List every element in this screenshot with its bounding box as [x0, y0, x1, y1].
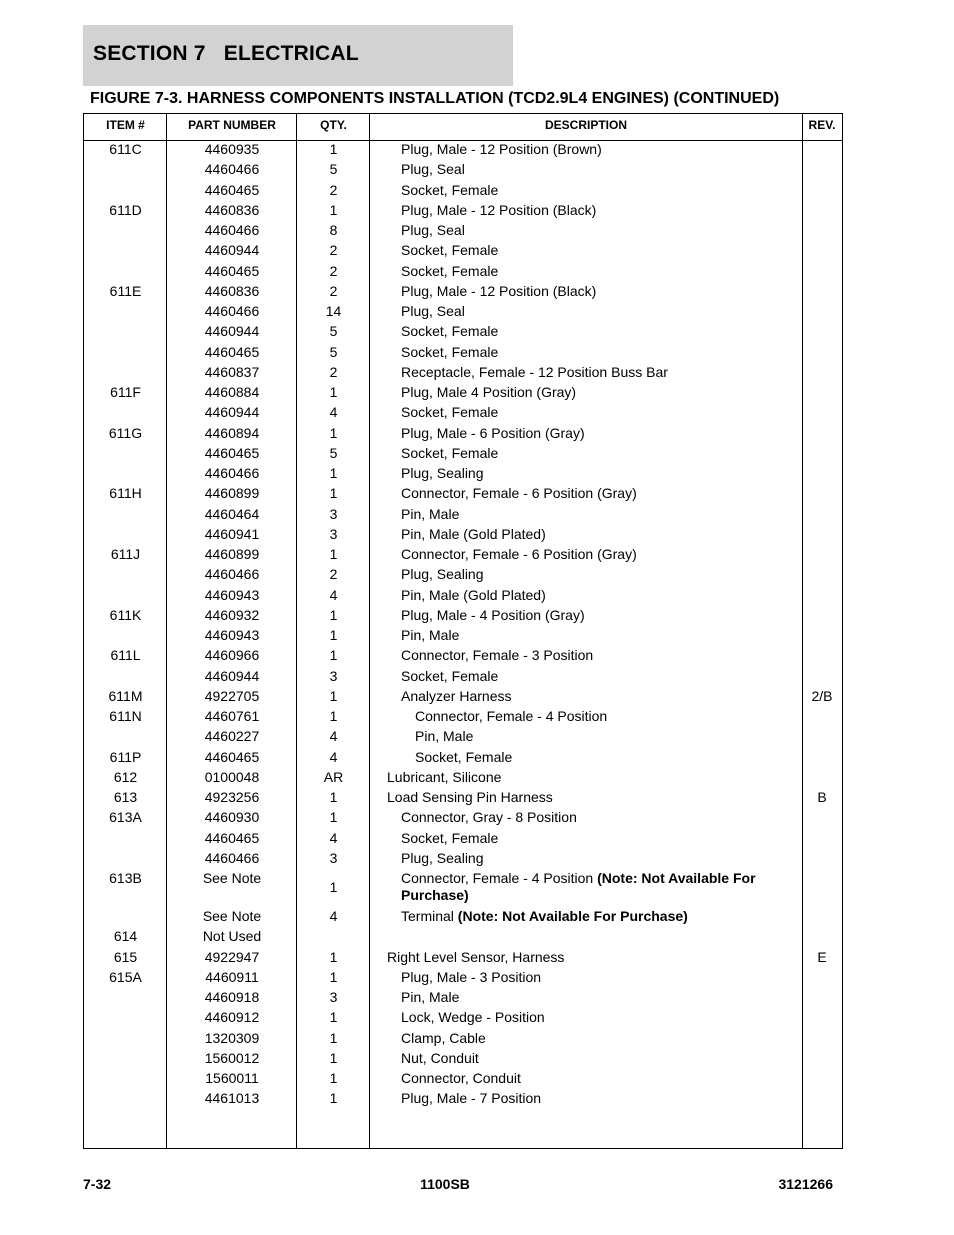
item-number-cell: 611F — [110, 384, 141, 400]
quantity-cell: 1 — [329, 1070, 338, 1086]
part-number-cell: 4460935 — [204, 141, 260, 157]
description-text: Pin, Male — [401, 989, 460, 1005]
description-text: Socket, Female — [401, 181, 499, 198]
table-row — [84, 949, 842, 969]
table-row — [84, 404, 842, 424]
description-cell — [370, 465, 772, 482]
item-number-cell: 613 — [113, 789, 138, 805]
header-rev: REV. — [808, 118, 836, 132]
description-text: Plug, Male - 12 Position (Brown) — [401, 141, 602, 157]
description-cell — [370, 708, 772, 725]
quantity-cell: 2 — [329, 242, 338, 259]
part-number-cell: See Note — [202, 870, 262, 886]
quantity-cell: 4 — [329, 748, 338, 765]
description-text: Right Level Sensor, Harness — [387, 948, 565, 965]
description-cell — [370, 283, 772, 300]
description-cell — [370, 202, 772, 219]
quantity-cell: 4 — [329, 404, 338, 421]
description-cell — [370, 485, 772, 502]
table-row — [84, 850, 842, 870]
table-body — [84, 141, 842, 1111]
part-number-cell: 4460466 — [204, 465, 260, 481]
part-number-cell: 4460465 — [204, 829, 260, 846]
description-text: Socket, Female — [401, 444, 499, 461]
description-text: Pin, Male — [401, 627, 460, 643]
quantity-cell: 2 — [329, 566, 338, 583]
description-text: Socket, Female — [415, 748, 513, 765]
item-number-cell: 611G — [108, 424, 143, 441]
description-text: Clamp, Cable — [401, 1029, 486, 1046]
part-number-cell: 4922705 — [204, 687, 260, 704]
figure-title: FIGURE 7-3. HARNESS COMPONENTS INSTALLATION (TCD2.9L4 ENGINES) (CONTINUED) — [90, 90, 780, 107]
part-number-cell: 4460227 — [204, 728, 260, 745]
part-number-cell: 4460944 — [204, 667, 260, 684]
quantity-cell: 2 — [329, 181, 338, 198]
description-text: Plug, Male - 12 Position (Black) — [401, 282, 597, 299]
description-text: Connector, Female - 6 Position (Gray) — [401, 485, 637, 502]
part-number-cell: 4460943 — [204, 586, 260, 603]
quantity-cell: 1 — [329, 647, 338, 664]
part-number-cell: 4460466 — [204, 566, 260, 583]
description-text: Plug, Sealing — [401, 849, 484, 866]
quantity-cell: 1 — [329, 1049, 338, 1066]
quantity-cell: 5 — [329, 161, 338, 178]
part-number-cell: 4460884 — [204, 384, 260, 400]
table-row — [84, 506, 842, 526]
quantity-cell: 1 — [329, 384, 338, 400]
quantity-cell: 3 — [329, 989, 338, 1005]
part-number-cell: 4460466 — [204, 161, 260, 178]
part-number-cell: 4460894 — [204, 424, 260, 441]
table-row — [84, 222, 842, 242]
item-number-cell: 615A — [109, 968, 142, 985]
description-cell — [370, 850, 772, 867]
quantity-cell: 4 — [329, 829, 338, 846]
table-row — [84, 566, 842, 586]
part-number-cell: 4460761 — [204, 708, 260, 724]
description-text: Pin, Male — [401, 505, 460, 522]
section-header-bar — [83, 25, 513, 86]
quantity-cell: 1 — [329, 485, 338, 502]
description-text: Pin, Male (Gold Plated) — [401, 586, 546, 603]
quantity-cell: 4 — [329, 586, 338, 603]
description-cell — [370, 425, 772, 442]
item-number-cell: 615 — [113, 948, 138, 965]
header-qty: QTY. — [320, 118, 347, 132]
description-text: Connector, Conduit — [401, 1070, 521, 1086]
description-text: Pin, Male — [415, 728, 474, 745]
description-cell — [370, 303, 772, 320]
quantity-cell: 1 — [329, 1009, 338, 1026]
item-number-cell: 611H — [109, 485, 142, 502]
description-text: Socket, Female — [401, 323, 499, 340]
part-number-cell: Not Used — [202, 928, 262, 945]
quantity-cell: 1 — [329, 687, 338, 704]
description-text: Plug, Seal — [401, 161, 465, 178]
footer-page-number: 7-32 — [83, 1176, 112, 1192]
item-number-cell: 611J — [110, 546, 141, 562]
description-cell — [370, 949, 772, 966]
table-row — [84, 587, 842, 607]
part-number-cell: 1560012 — [204, 1049, 260, 1066]
part-number-cell: 4923256 — [204, 789, 260, 805]
header-part-number: PART NUMBER — [188, 118, 276, 132]
table-row — [84, 749, 842, 769]
quantity-cell: AR — [323, 768, 344, 785]
table-row — [84, 1050, 842, 1070]
table-row — [84, 809, 842, 829]
description-text: Plug, Male - 4 Position (Gray) — [401, 606, 585, 623]
part-number-cell: 4461013 — [204, 1090, 260, 1107]
description-text: Socket, Female — [401, 343, 499, 360]
description-text: Lubricant, Silicone — [387, 768, 502, 785]
table-row — [84, 161, 842, 181]
item-number-cell: 611K — [109, 606, 142, 623]
availability-note: (Note: Not Available For Purchase) — [457, 908, 688, 924]
description-cell — [370, 769, 772, 786]
part-number-cell: 4460466 — [204, 849, 260, 866]
item-number-cell: 611D — [109, 201, 142, 218]
table-row — [84, 870, 842, 908]
description-cell — [370, 668, 772, 685]
description-text: Plug, Seal — [401, 222, 465, 238]
table-row — [84, 141, 842, 161]
table-row — [84, 728, 842, 748]
description-text: Connector, Gray - 8 Position — [401, 809, 577, 826]
item-number-cell: 613A — [109, 809, 142, 826]
part-number-cell: 4460944 — [204, 323, 260, 340]
part-number-cell: 4460943 — [204, 627, 260, 643]
table-row — [84, 465, 842, 485]
table-row — [84, 526, 842, 546]
description-text: Analyzer Harness — [401, 687, 512, 704]
table-row — [84, 425, 842, 445]
description-text: Plug, Male - 12 Position (Black) — [401, 201, 597, 218]
quantity-cell: 1 — [329, 141, 338, 157]
description-text: Plug, Sealing — [401, 465, 484, 481]
quantity-cell: 1 — [329, 546, 338, 562]
quantity-cell: 1 — [329, 948, 338, 965]
description-cell — [370, 607, 772, 624]
description-cell — [370, 222, 772, 239]
description-text: Plug, Seal — [401, 303, 465, 319]
part-number-cell: See Note — [202, 908, 262, 924]
description-text: Connector, Female - 4 Position — [415, 708, 608, 724]
table-row — [84, 647, 842, 667]
description-cell — [370, 182, 772, 199]
description-text: Socket, Female — [401, 404, 499, 421]
quantity-cell: 4 — [329, 728, 338, 745]
part-number-cell: 4460912 — [204, 1009, 260, 1026]
description-cell — [370, 566, 772, 583]
description-cell — [370, 809, 772, 826]
description-cell — [370, 789, 772, 806]
part-number-cell: 4460466 — [204, 222, 260, 238]
part-number-cell: 4460941 — [204, 525, 260, 542]
item-number-cell: 614 — [113, 928, 138, 945]
item-number-cell: 612 — [113, 768, 138, 785]
quantity-cell: 3 — [329, 667, 338, 684]
description-text: Plug, Male - 7 Position — [401, 1090, 542, 1107]
part-number-cell: 4460465 — [204, 181, 260, 198]
description-cell — [370, 161, 772, 178]
description-text: Plug, Sealing — [401, 566, 484, 583]
quantity-cell: 2 — [329, 363, 338, 380]
part-number-cell: 4460966 — [204, 647, 260, 664]
quantity-cell: 2 — [329, 282, 338, 299]
item-number-cell: 611M — [108, 687, 143, 704]
table-row — [84, 1009, 842, 1029]
description-text: Socket, Female — [401, 262, 499, 279]
description-cell — [370, 1050, 772, 1067]
quantity-cell: 1 — [329, 424, 338, 441]
description-cell — [370, 526, 772, 543]
description-text: Connector, Female - 3 Position — [401, 647, 594, 664]
description-text: Receptacle, Female - 12 Position Buss Bar — [401, 363, 668, 380]
quantity-cell: 1 — [329, 606, 338, 623]
part-number-cell: 4460944 — [204, 404, 260, 421]
table-row — [84, 485, 842, 505]
description-cell — [370, 908, 772, 925]
description-cell — [370, 141, 772, 158]
description-text: Connector, Female - 6 Position (Gray) — [401, 546, 637, 562]
description-cell — [370, 1070, 772, 1087]
table-row — [84, 323, 842, 343]
description-cell — [370, 445, 772, 462]
quantity-cell: 5 — [329, 343, 338, 360]
description-cell — [370, 344, 772, 361]
item-number-cell: 611P — [109, 748, 142, 765]
table-row — [84, 627, 842, 647]
part-number-cell: 4460911 — [205, 968, 259, 985]
description-cell — [370, 647, 772, 664]
table-row — [84, 789, 842, 809]
item-number-cell: 611E — [109, 282, 142, 299]
table-row — [84, 1090, 842, 1110]
description-text: Socket, Female — [401, 667, 499, 684]
part-number-cell: 4460918 — [204, 989, 260, 1005]
description-text: Terminal — [401, 908, 458, 924]
item-number-cell: 611N — [109, 708, 142, 724]
table-row — [84, 668, 842, 688]
item-number-cell: 611C — [109, 141, 142, 157]
description-cell — [370, 364, 772, 381]
quantity-cell: 3 — [329, 525, 338, 542]
description-text: Socket, Female — [401, 829, 499, 846]
quantity-cell: 5 — [329, 323, 338, 340]
quantity-cell: 8 — [329, 222, 338, 238]
quantity-cell: 1 — [329, 627, 338, 643]
part-number-cell: 0100048 — [204, 768, 260, 785]
part-number-cell: 4460465 — [204, 444, 260, 461]
part-number-cell: 4460836 — [204, 201, 260, 218]
description-text: Plug, Male - 3 Position — [401, 968, 542, 985]
availability-note: (Note: Not Available For Purchase) — [401, 870, 756, 903]
table-row — [84, 364, 842, 384]
table-row — [84, 384, 842, 404]
quantity-cell: 1 — [329, 809, 338, 826]
description-text: Nut, Conduit — [401, 1049, 479, 1066]
table-row — [84, 202, 842, 222]
description-cell — [370, 728, 772, 745]
description-text: Plug, Male 4 Position (Gray) — [401, 384, 577, 400]
quantity-cell: 1 — [329, 879, 338, 895]
quantity-cell: 4 — [329, 908, 338, 924]
part-number-cell: 1560011 — [205, 1070, 259, 1086]
quantity-cell: 1 — [329, 465, 338, 481]
section-title: SECTION 7 ELECTRICAL — [93, 42, 359, 65]
part-number-cell: 4460899 — [204, 485, 260, 502]
description-cell — [370, 688, 772, 705]
description-cell — [370, 749, 772, 766]
description-text: Connector, Female - 4 Position — [401, 870, 598, 886]
table-row — [84, 607, 842, 627]
quantity-cell: 1 — [329, 1029, 338, 1046]
quantity-cell: 1 — [329, 968, 338, 985]
table-row — [84, 344, 842, 364]
part-number-cell: 4922947 — [204, 948, 260, 965]
footer-model: 1100SB — [420, 1176, 470, 1192]
quantity-cell: 1 — [329, 708, 338, 724]
table-row — [84, 830, 842, 850]
table-row — [84, 708, 842, 728]
part-number-cell: 4460837 — [204, 363, 260, 380]
part-number-cell: 4460932 — [204, 606, 260, 623]
part-number-cell: 4460465 — [204, 343, 260, 360]
description-cell — [370, 627, 772, 644]
part-number-cell: 4460944 — [204, 242, 260, 259]
quantity-cell: 2 — [329, 262, 338, 279]
part-number-cell: 4460836 — [204, 282, 260, 299]
description-cell — [370, 263, 772, 280]
description-cell — [370, 830, 772, 847]
parts-table — [83, 113, 843, 1149]
quantity-cell: 3 — [329, 505, 338, 522]
description-cell — [370, 1030, 772, 1047]
description-cell — [370, 404, 772, 421]
description-cell — [370, 587, 772, 604]
quantity-cell: 1 — [329, 789, 338, 805]
table-row — [84, 769, 842, 789]
description-text: Lock, Wedge - Position — [401, 1009, 545, 1026]
table-row — [84, 928, 842, 948]
description-cell — [370, 242, 772, 259]
description-cell — [370, 384, 772, 401]
quantity-cell: 14 — [325, 303, 342, 319]
description-cell — [370, 870, 772, 904]
part-number-cell: 4460465 — [204, 262, 260, 279]
description-cell — [370, 989, 772, 1006]
description-cell — [370, 1090, 772, 1107]
table-row — [84, 989, 842, 1009]
header-description: DESCRIPTION — [544, 118, 627, 132]
table-row — [84, 263, 842, 283]
table-row — [84, 182, 842, 202]
quantity-cell: 1 — [329, 1090, 338, 1107]
table-row — [84, 303, 842, 323]
revision-cell: 2/B — [811, 687, 833, 704]
table-row — [84, 546, 842, 566]
description-cell — [370, 546, 772, 563]
quantity-cell: 5 — [329, 444, 338, 461]
description-cell — [370, 506, 772, 523]
table-row — [84, 445, 842, 465]
table-row — [84, 242, 842, 262]
table-row — [84, 688, 842, 708]
part-number-cell: 4460899 — [204, 546, 260, 562]
header-item: ITEM # — [106, 118, 145, 132]
footer-doc-number: 3121266 — [778, 1176, 833, 1192]
item-number-cell: 613B — [109, 870, 142, 886]
table-row — [84, 969, 842, 989]
part-number-cell: 4460465 — [204, 748, 260, 765]
revision-cell: E — [817, 948, 827, 965]
table-row — [84, 283, 842, 303]
quantity-cell: 1 — [329, 201, 338, 218]
item-number-cell: 611L — [110, 647, 141, 664]
description-cell — [370, 969, 772, 986]
description-text: Pin, Male (Gold Plated) — [401, 525, 546, 542]
description-text: Plug, Male - 6 Position (Gray) — [401, 424, 585, 441]
quantity-cell: 3 — [329, 849, 338, 866]
part-number-cell: 1320309 — [204, 1029, 260, 1046]
description-text: Socket, Female — [401, 242, 499, 259]
table-row — [84, 1030, 842, 1050]
part-number-cell: 4460930 — [204, 809, 260, 826]
description-cell — [370, 1009, 772, 1026]
part-number-cell: 4460466 — [204, 303, 260, 319]
table-row — [84, 908, 842, 928]
table-row — [84, 1070, 842, 1090]
description-text: Load Sensing Pin Harness — [387, 789, 553, 805]
part-number-cell: 4460464 — [204, 505, 260, 522]
description-cell — [370, 323, 772, 340]
revision-cell: B — [817, 789, 827, 805]
